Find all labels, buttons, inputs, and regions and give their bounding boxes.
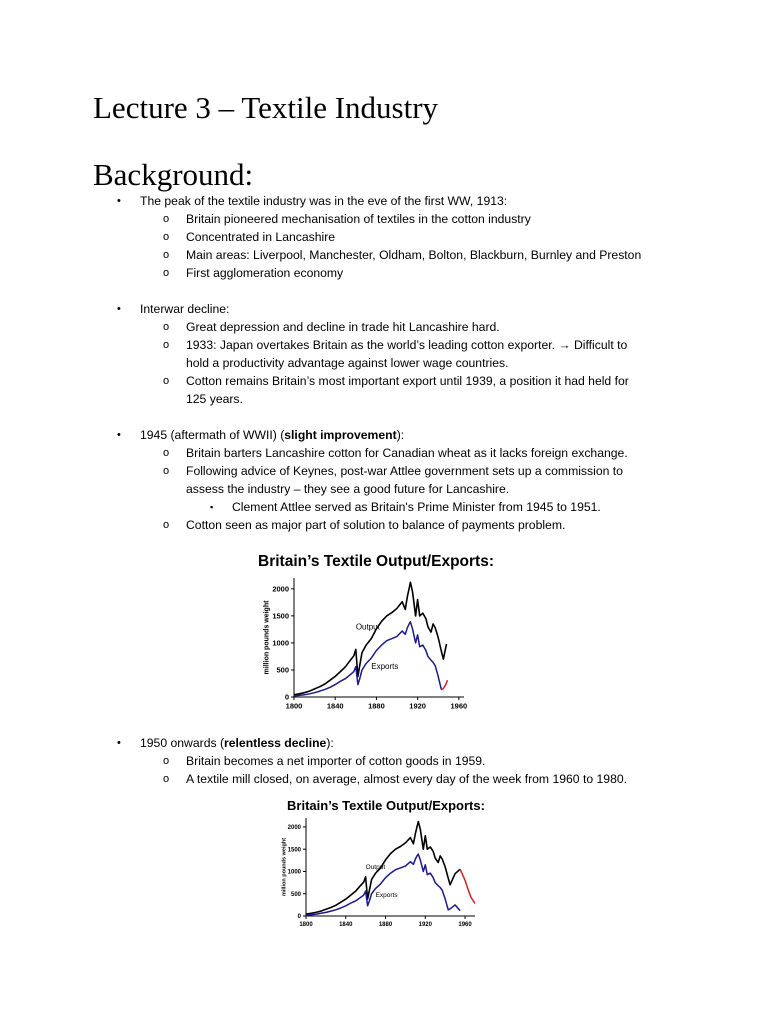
y-tick-label: 1000 bbox=[287, 869, 301, 876]
chart-annotation: Exports bbox=[375, 891, 398, 899]
x-tick-label: 1960 bbox=[458, 922, 472, 928]
y-tick-label: 0 bbox=[284, 692, 289, 702]
sub-bullet-glyph: o bbox=[163, 231, 170, 243]
label-end: ): bbox=[396, 428, 405, 442]
x-tick-label: 1840 bbox=[339, 922, 353, 928]
list-item: First agglomeration economy bbox=[186, 266, 344, 280]
sub-bullet-glyph: o bbox=[163, 213, 170, 225]
chart-title: Britain’s Textile Output/Exports: bbox=[287, 798, 485, 813]
sub-bullet-glyph: o bbox=[163, 755, 170, 767]
y-tick-label: 1500 bbox=[272, 611, 289, 621]
section-3-label bbox=[140, 426, 404, 444]
y-tick-label: 1000 bbox=[272, 638, 289, 648]
label-emphasis: relentless decline bbox=[224, 736, 327, 750]
list-item-continuation: hold a productivity advantage against lower wage countries. bbox=[186, 356, 509, 370]
y-axis-label: million pounds weight bbox=[281, 837, 288, 897]
x-tick-label: 1920 bbox=[409, 701, 426, 711]
y-tick-label: 0 bbox=[297, 914, 301, 921]
square-bullet-glyph: ▪ bbox=[210, 502, 214, 512]
x-tick-label: 1960 bbox=[450, 701, 468, 711]
sub-bullet-glyph: o bbox=[163, 465, 170, 477]
y-tick-label: 500 bbox=[290, 891, 301, 898]
series-line-exports-postwar bbox=[441, 680, 447, 690]
bullet-glyph: • bbox=[117, 737, 121, 749]
series-line-output-postwar-decline bbox=[460, 869, 475, 903]
section-1-label: The peak of the textile industry was in the eve of the first WW, 1913: bbox=[140, 194, 508, 208]
series-line-exports bbox=[294, 622, 441, 696]
sub-bullet-glyph: o bbox=[163, 249, 170, 261]
list-item: Following advice of Keynes, post-war Attlee government sets up a commission to bbox=[186, 464, 623, 478]
list-item: 1933: Japan overtakes Britain as the world’s leading cotton exporter. → Difficult to bbox=[186, 338, 628, 352]
list-item: Cotton remains Britain’s most important export until 1939, a position it had held for bbox=[186, 374, 629, 388]
chart-annotation: Output bbox=[365, 864, 386, 872]
bullet-glyph: • bbox=[117, 195, 121, 207]
sub-bullet-glyph: o bbox=[163, 375, 170, 387]
x-tick-label: 1880 bbox=[378, 922, 393, 928]
sub-bullet-glyph: o bbox=[163, 773, 170, 785]
list-item: Britain becomes a net importer of cotton goods in 1959. bbox=[186, 754, 486, 768]
x-tick-label: 1800 bbox=[299, 922, 313, 928]
y-tick-label: 2000 bbox=[272, 584, 289, 594]
sub-bullet-glyph: o bbox=[163, 339, 170, 351]
chart-annotation: Exports bbox=[371, 661, 399, 671]
textile-chart-2 bbox=[270, 794, 502, 936]
sub-bullet-glyph: o bbox=[163, 267, 170, 279]
list-item: Great depression and decline in trade hit Lancashire hard. bbox=[186, 320, 500, 334]
page-title: Lecture 3 – Textile Industry bbox=[93, 90, 439, 125]
y-axis-label: million pounds weight bbox=[263, 600, 271, 675]
y-tick-label: 1500 bbox=[287, 847, 301, 854]
section-4-label bbox=[140, 734, 334, 752]
x-tick-label: 1920 bbox=[418, 922, 432, 928]
list-item: Concentrated in Lancashire bbox=[186, 230, 336, 244]
x-tick-label: 1800 bbox=[285, 701, 303, 711]
label-end: ): bbox=[326, 736, 334, 750]
nested-list-item: Clement Attlee served as Britain's Prime Minister from 1945 to 1951. bbox=[232, 500, 601, 514]
list-item: Main areas: Liverpool, Manchester, Oldham, Bolton, Blackburn, Burnley and Preston bbox=[186, 248, 642, 262]
list-item: Britain barters Lancashire cotton for Canadian wheat as it lacks foreign exchange. bbox=[186, 446, 628, 460]
list-item: Cotton seen as major part of solution to balance of payments problem. bbox=[186, 518, 566, 532]
sub-bullet-glyph: o bbox=[163, 519, 170, 531]
section-2-label: Interwar decline: bbox=[140, 302, 230, 316]
section-heading: Background: bbox=[93, 157, 254, 192]
chart-title: Britain’s Textile Output/Exports: bbox=[258, 553, 494, 570]
bullet-glyph: • bbox=[117, 303, 121, 315]
bullet-glyph: • bbox=[117, 429, 121, 441]
x-tick-label: 1880 bbox=[368, 701, 385, 711]
y-tick-label: 2000 bbox=[287, 825, 301, 832]
chart-annotation: Output bbox=[355, 622, 380, 632]
x-tick-label: 1840 bbox=[326, 701, 344, 711]
label-plain: 1950 onwards ( bbox=[140, 736, 225, 750]
label-plain: 1945 (aftermath of WWII) ( bbox=[140, 428, 285, 442]
label-emphasis: slight improvement bbox=[284, 428, 397, 442]
list-item-continuation: assess the industry – they see a good future for Lancashire. bbox=[186, 482, 510, 496]
sub-bullet-glyph: o bbox=[163, 447, 170, 459]
list-item: A textile mill closed, on average, almost every day of the week from 1960 to 1980. bbox=[186, 772, 628, 786]
series-line-output bbox=[294, 582, 447, 695]
textile-chart-1 bbox=[242, 546, 510, 724]
sub-bullet-glyph: o bbox=[163, 321, 170, 333]
y-tick-label: 500 bbox=[276, 665, 289, 675]
list-item-continuation: 125 years. bbox=[186, 392, 243, 406]
list-item: Britain pioneered mechanisation of textiles in the cotton industry bbox=[186, 212, 531, 226]
